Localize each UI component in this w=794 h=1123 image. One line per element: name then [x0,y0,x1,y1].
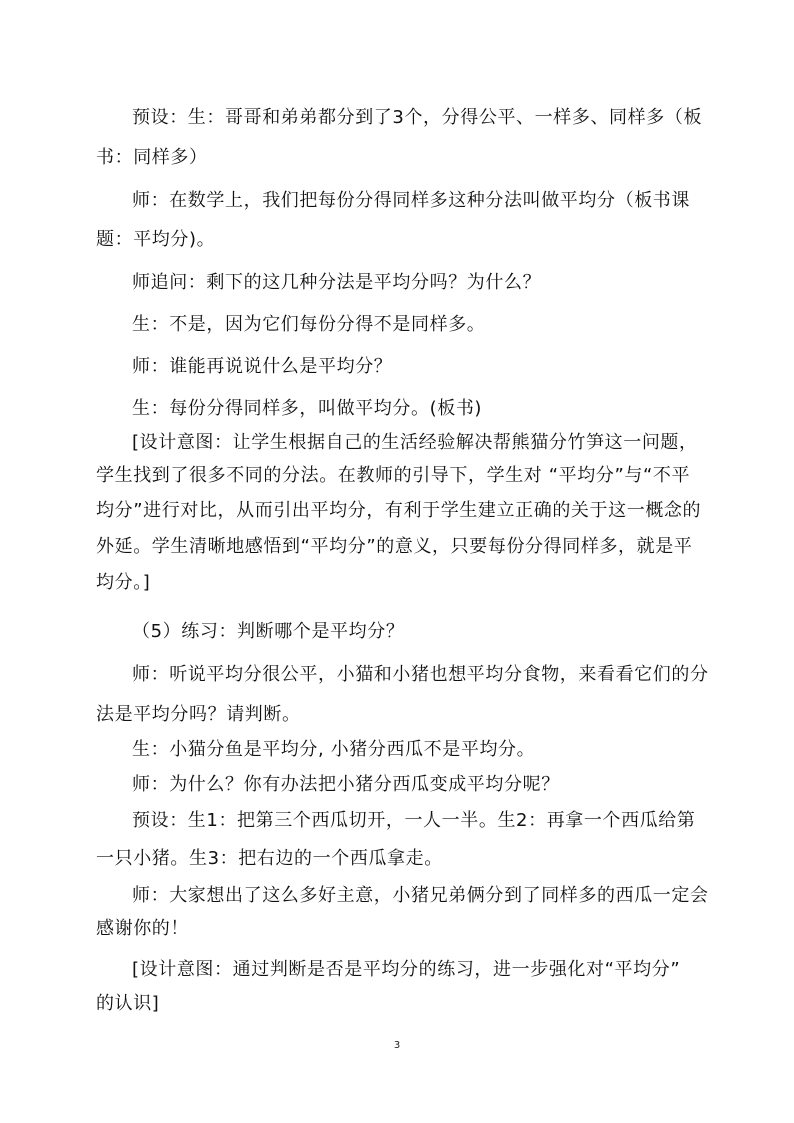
text-line: 生：不是，因为它们每份分得不是同样多。 [132,314,486,335]
text-line: 均分”进行对比，从而引出平均分，有利于学生建立正确的关于这一概念的 [96,500,702,521]
text-line: 外延。学生清晰地感悟到“平均分”的意义，只要每份分得同样多，就是平 [96,536,693,557]
text-line: 师：为什么？你有办法把小猪分西瓜变成平均分呢？ [132,774,560,795]
text-line: 预设：生1：把第三个西瓜切开，一人一半。生2：再拿一个西瓜给第 [132,810,696,831]
text-line: 均分。] [96,572,151,593]
text-line: 学生找到了很多不同的分法。在教师的引导下，学生对 “平均分”与“不平 [96,465,691,486]
text-line: 题：平均分)。 [96,229,216,250]
text-line: 生：每份分得同样多，叫做平均分。(板书) [132,398,483,419]
page-number: 3 [393,1040,401,1051]
text-line: 书：同样多） [96,147,208,168]
text-line: 生：小猫分鱼是平均分, 小猪分西瓜不是平均分。 [132,739,536,760]
text-line: 一只小猪。生3：把右边的一个西瓜拿走。 [96,848,443,869]
text-line: 师：在数学上，我们把每份分得同样多这种分法叫做平均分（板书课 [132,190,690,211]
text-line: 感谢你的！ [96,918,189,939]
text-line: 的认识] [96,993,160,1014]
text-line: 师：大家想出了这么多好主意，小猪兄弟俩分到了同样多的西瓜一定会 [132,885,709,906]
text-line: 预设：生：哥哥和弟弟都分到了3个，分得公平、一样多、同样多（板 [132,107,703,128]
text-line: 师：谁能再说说什么是平均分？ [132,356,393,377]
text-line: [设计意图：让学生根据自己的生活经验解决帮熊猫分竹笋这一问题， [132,432,698,453]
text-line: 法是平均分吗？请判断。 [96,704,301,725]
text-line: 师追问：剩下的这几种分法是平均分吗？为什么？ [132,272,542,293]
section-heading: （5）练习：判断哪个是平均分？ [132,621,405,642]
text-line: 师：听说平均分很公平，小猫和小猪也想平均分食物，来看看它们的分 [132,664,709,685]
text-line: [设计意图：通过判断是否是平均分的练习，进一步强化对“平均分” [132,959,681,980]
